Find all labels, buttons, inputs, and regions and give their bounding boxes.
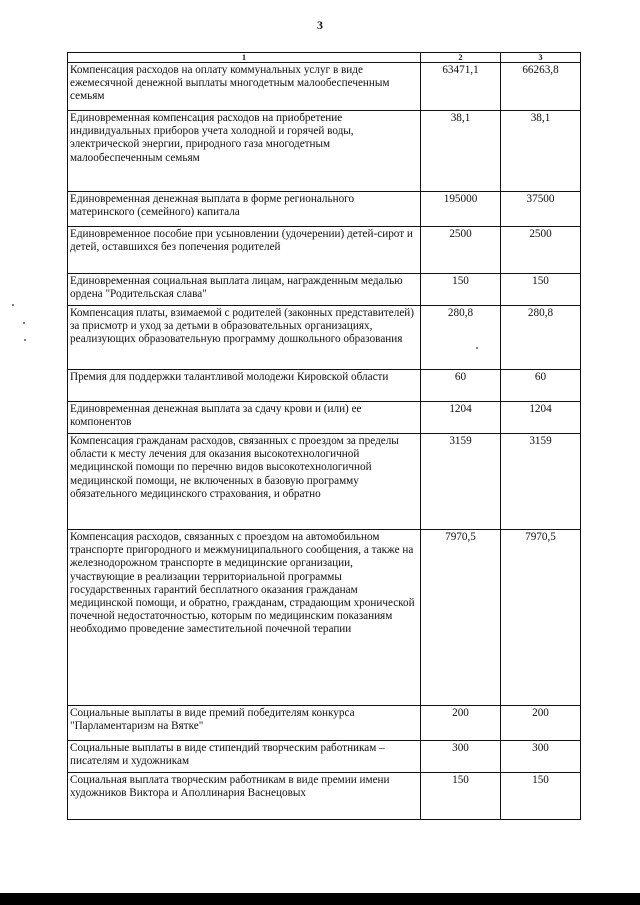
row-value-col3: 200 <box>501 706 581 741</box>
row-value-col3: 66263,8 <box>501 63 581 111</box>
row-value-col2: 300 <box>421 741 501 773</box>
row-name: Единовременная социальная выплата лицам, награжденным медалью ордена "Родительская слава" <box>68 274 421 306</box>
row-name: Компенсация гражданам расходов, связанных с проездом за пределы области к месту лечения для оказания высокотехнологичной медицинской помощи по перечню видов высокотехнологичной медицинской помощи, не включенных в базовую программу обязательного медицинского страхования, и обратно <box>68 434 421 530</box>
row-name: Социальные выплаты в виде стипендий творческим работникам – писателям и художникам <box>68 741 421 773</box>
header-col-1: 1 <box>68 53 421 63</box>
row-value-col3: 280,8 <box>501 306 581 370</box>
table-row <box>68 741 581 773</box>
table-row <box>68 63 581 111</box>
row-value-col2: 280,8 <box>421 306 501 370</box>
scan-speck <box>476 347 478 349</box>
scan-speck <box>24 339 26 341</box>
row-value-col3: 150 <box>501 773 581 820</box>
row-name: Компенсация платы, взимаемой с родителей (законных представителей) за присмотр и уход за детьми в образовательных организациях, реализующих образовательную программу дошкольного образования <box>68 306 421 370</box>
row-name: Единовременная компенсация расходов на приобретение индивидуальных приборов учета холодной и горячей воды, электрической энергии, природного газа многодетным малообеспеченным семьям <box>68 111 421 192</box>
table-row <box>68 434 581 530</box>
table-header-row <box>68 53 581 63</box>
row-value-col2: 3159 <box>421 434 501 530</box>
row-value-col2: 63471,1 <box>421 63 501 111</box>
row-value-col3: 1204 <box>501 402 581 434</box>
table-row <box>68 227 581 274</box>
row-value-col3: 37500 <box>501 192 581 227</box>
budget-table <box>67 52 581 820</box>
row-value-col3: 150 <box>501 274 581 306</box>
row-value-col3: 38,1 <box>501 111 581 192</box>
row-value-col2: 60 <box>421 370 501 402</box>
row-name: Единовременное пособие при усыновлении (удочерении) детей-сирот и детей, оставшихся без попечения родителей <box>68 227 421 274</box>
row-value-col2: 2500 <box>421 227 501 274</box>
table-row <box>68 192 581 227</box>
header-col-3: 3 <box>501 53 581 63</box>
table-row <box>68 274 581 306</box>
row-name: Компенсация расходов, связанных с проездом на автомобильном транспорте пригородного и межмуниципального сообщения, а также на железнодорожном транспорте в медицинские организации, участвующие в реализации территориальной программы государственных гарантий бесплатного оказания гражданам медицинской помощи, и обратно, гражданам, страдающим хронической почечной недостаточностью, которым по медицинским показаниям необходимо проведение заместительной почечной терапии <box>68 530 421 706</box>
table-row <box>68 773 581 820</box>
row-value-col3: 60 <box>501 370 581 402</box>
row-value-col2: 38,1 <box>421 111 501 192</box>
header-col-2: 2 <box>421 53 501 63</box>
row-value-col2: 195000 <box>421 192 501 227</box>
table-row <box>68 111 581 192</box>
row-value-col3: 3159 <box>501 434 581 530</box>
scan-speck <box>23 322 25 324</box>
row-value-col2: 7970,5 <box>421 530 501 706</box>
row-value-col2: 200 <box>421 706 501 741</box>
row-value-col2: 150 <box>421 274 501 306</box>
scan-bottom-edge <box>0 893 640 905</box>
row-name: Социальная выплата творческим работникам в виде премии имени художников Виктора и Аполлинария Васнецовых <box>68 773 421 820</box>
row-value-col3: 2500 <box>501 227 581 274</box>
row-name: Единовременная денежная выплата за сдачу крови и (или) ее компонентов <box>68 402 421 434</box>
row-value-col2: 1204 <box>421 402 501 434</box>
table-row <box>68 306 581 370</box>
page-number: 3 <box>317 18 323 32</box>
scan-speck <box>12 304 14 306</box>
row-name: Социальные выплаты в виде премий победителям конкурса "Парламентаризм на Вятке" <box>68 706 421 741</box>
row-value-col3: 7970,5 <box>501 530 581 706</box>
row-value-col3: 300 <box>501 741 581 773</box>
table-row <box>68 530 581 706</box>
table-row <box>68 370 581 402</box>
row-value-col2: 150 <box>421 773 501 820</box>
table-row <box>68 402 581 434</box>
row-name: Премия для поддержки талантливой молодежи Кировской области <box>68 370 421 402</box>
row-name: Единовременная денежная выплата в форме регионального материнского (семейного) капитала <box>68 192 421 227</box>
table-row <box>68 706 581 741</box>
row-name: Компенсация расходов на оплату коммунальных услуг в виде ежемесячной денежной выплаты многодетным малообеспеченным семьям <box>68 63 421 111</box>
